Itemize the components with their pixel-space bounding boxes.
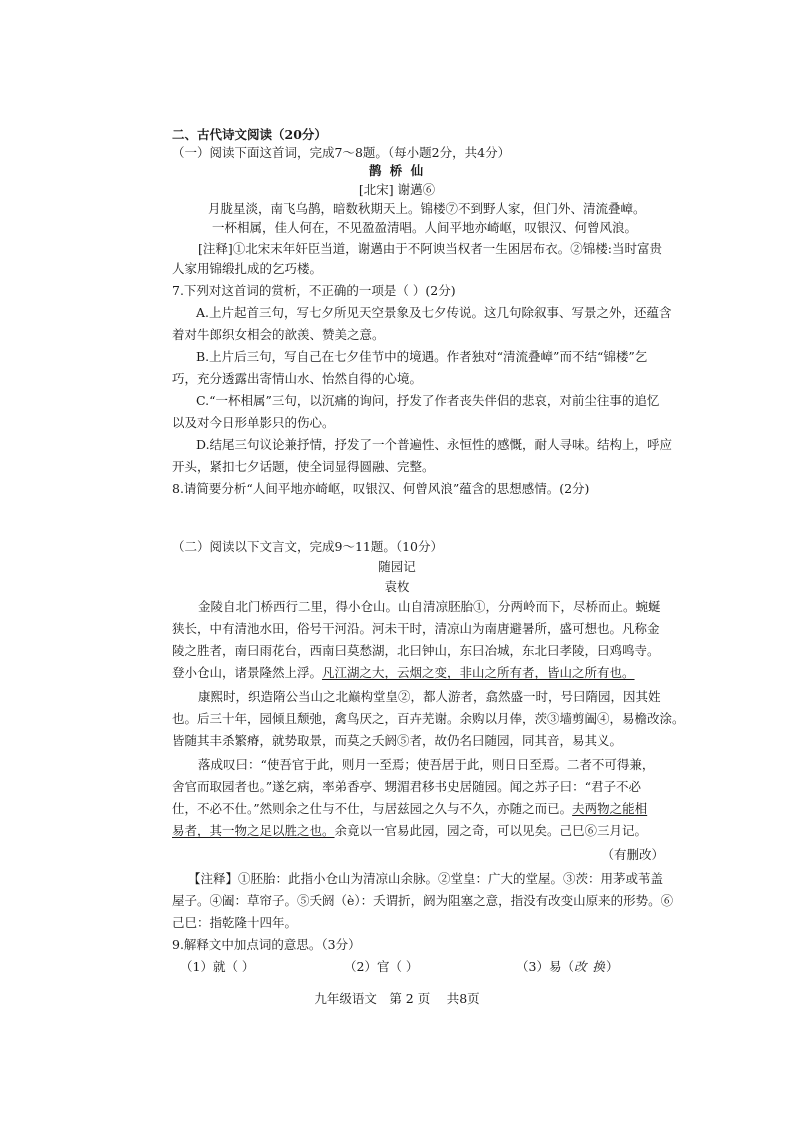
part1-intro: （一）阅读下面这首词，完成7～8题。（每小题2分，共4分） (172, 145, 511, 160)
essay-p1-line-3: 陵之胜者，南曰雨花台，西南曰莫愁湖，北曰钟山，东曰冶城，东北曰孝陵，曰鸡鸣寺。 (172, 643, 660, 658)
essay-p3-line-3-plain: 仕，不必不仕。”然则余之仕与不仕，与居兹园之久与不久，亦随之而已。 (172, 801, 573, 816)
essay-p2-line-1: 康熙时，织造隋公当山之北巅构堂皇②，都人游者，翕然盛一时，号曰隋园，因其姓 (198, 689, 661, 704)
essay-p1-line-4 (172, 664, 635, 682)
question-8: 8.请简要分析“人间平地亦崎岖，叹银汉、何曾风浪”蕴含的思想感情。(2分) (172, 481, 590, 496)
poem-line-2: 一杯相属，佳人何在，不见盈盈清唱。人间平地亦崎岖，叹银汉、何曾风浪。 (212, 220, 638, 235)
essay-note-2: 屋子。④阖：草帘子。⑤夭阏（è）：夭谓折，阏为阻塞之意，指没有改变山原来的形势。⑥ (172, 893, 674, 908)
option-d-line-1: D.结尾三句议论兼抒情，抒发了一个普遍性、永恒性的感慨，耐人寻味。结构上，呼应 (196, 437, 673, 452)
part2-intro: （二）阅读以下文言文，完成9～11题。（10分） (172, 539, 444, 554)
essay-p3-line-4 (172, 822, 647, 840)
option-b-line-2: 巧，充分透露出寄情山水、怡然自得的心境。 (172, 371, 423, 386)
handwritten-answer: 改 换 (573, 959, 606, 974)
poem-title: 鹊 桥 仙 (368, 163, 426, 178)
page-footer: 九年级语文 第 2 页 共8页 (314, 991, 480, 1006)
essay-p1-line-2: 狭长，中有清池水田，俗号干河沿。河未干时，清凉山为南唐避暑所，盛可想也。凡称金 (172, 621, 660, 636)
question-9-item-3 (516, 958, 618, 976)
poem-note-1: [注释]①北宋末年奸臣当道，谢邁由于不阿谀当权者一生困居布衣。②锦楼:当时富贵 (198, 241, 662, 256)
essay-p3-line-3 (172, 800, 647, 818)
question-7: 7.下列对这首词的赏析，不正确的一项是（ ）(2分) (172, 283, 456, 298)
option-c-line-2: 以及对今日形单影只的伤心。 (172, 415, 335, 430)
option-a-line-1: A.上片起首三句，写七夕所见天空景象及七夕传说。这几句除叙事、写景之外，还蕴含 (196, 305, 672, 320)
option-b-line-1: B.上片后三句，写自己在七夕佳节中的境遇。作者独对“清流叠嶂”而不结“锦楼”乞 (196, 349, 648, 364)
essay-note-3: 己巳：指乾隆十四年。 (172, 915, 298, 930)
section-title: 二、古代诗文阅读（20分） (172, 127, 327, 142)
essay-p2-line-3: 皆随其丰杀繁瘠，就势取景，而莫之夭阏⑤者，故仍名曰随园，同其音，易其义。 (172, 733, 623, 748)
option-c-line-1: C.“一杯相属”三句，以沉痛的询问，抒发了作者丧失伴侣的悲哀，对前尘往事的追忆 (196, 393, 660, 408)
option-a-line-2: 着对牛郎织女相会的歆羡、赞美之意。 (172, 327, 385, 342)
essay-p3-underlined-a: 夫两物之能相 (572, 801, 648, 816)
question-9-item-1: （1）就（ ） (180, 959, 255, 974)
essay-p2-line-2: 也。后三十年，园倾且颓弛，禽鸟厌之，百卉芜谢。余购以月俸，茨③墙剪阖④，易檐改涂。 (172, 711, 685, 726)
essay-title: 随园记 (378, 559, 416, 574)
question-9: 9.解释文中加点词的意思。（3分） (172, 937, 361, 952)
essay-p3-line-4-plain: 余竟以一官易此园，园之奇，可以见矣。己巳⑥三月记。 (334, 823, 648, 838)
essay-note-1: 【注释】①胚胎：此指小仓山为清凉山余脉。②堂皇：广大的堂屋。③茨：用茅或苇盖 (188, 871, 664, 886)
essay-p1-line-1: 金陵自北门桥西行二里，得小仓山。山自清凉胚胎①，分两岭而下，尽桥而止。蜿蜒 (198, 599, 661, 614)
essay-p1-line-4-plain: 登小仓山，诸景隆然上浮。 (172, 665, 323, 680)
essay-author: 袁枚 (384, 579, 410, 594)
poem-line-1: 月胧星淡，南飞乌鹊，暗数秋期天上。锦楼⑦不到野人家，但门外、清流叠嶂。 (208, 201, 646, 216)
poem-note-2: 人家用锦缎扎成的乞巧楼。 (172, 261, 323, 276)
essay-source-note: （有删改） (601, 847, 664, 862)
option-d-line-2: 开头，紧扣七夕话题，使全词显得圆融、完整。 (172, 459, 435, 474)
essay-p3-line-1: 落成叹曰：“使吾官于此，则月一至焉；使吾居于此，则日日至焉。二者不可得兼， (198, 757, 655, 772)
essay-p3-line-2: 舍官而取园者也。”遂乞病，率弟香亭、甥湄君移书史居随园。闻之苏子曰：“君子不必 (172, 779, 642, 794)
question-9-item-3-close: ） (605, 959, 619, 974)
essay-p3-underlined-b: 易者，其一物之足以胜之也。 (172, 823, 335, 838)
question-9-item-3-label: （3）易（ (516, 959, 574, 974)
essay-p1-underlined: 凡江湖之大，云烟之变，非山之所有者，皆山之所有也。 (322, 665, 635, 680)
poem-author: [北宋] 谢邁⑥ (358, 182, 436, 197)
question-9-item-2: （2）官（ ） (344, 959, 419, 974)
